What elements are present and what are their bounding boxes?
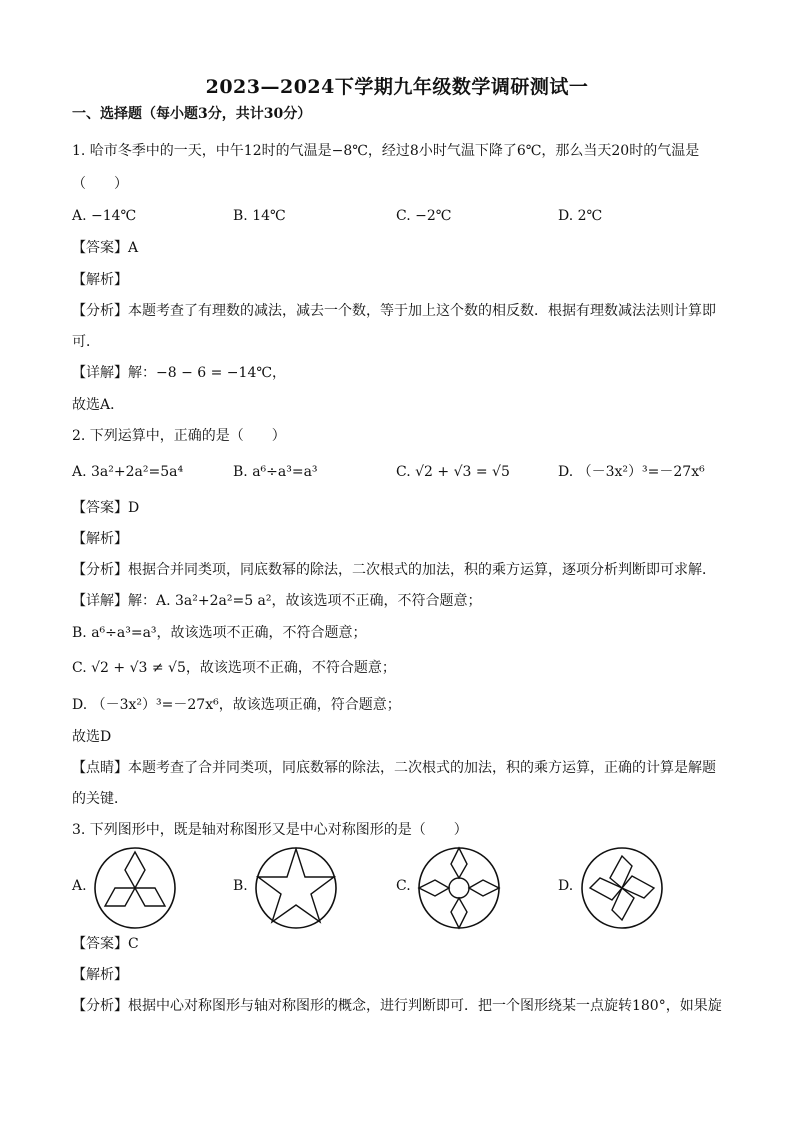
q3-fenxi: 【分析】根据中心对称图形与轴对称图形的概念，进行判断即可．把一个图形绕某一点旋转180°，如果旋 — [72, 998, 722, 1014]
q3-answer: 【答案】C — [72, 936, 139, 952]
q2-b-line: B. a⁶÷a³=a³，故该选项不正确，不符合题意； — [72, 625, 367, 641]
q2-option-b: B. a⁶÷a³=a³ — [233, 464, 318, 480]
figure-d-pinwheel-circle — [580, 846, 664, 930]
q1-analysis-tag: 【解析】 — [72, 272, 128, 288]
q2-d-line: D. （－3x²）³=－27x⁶，故该选项正确，符合题意； — [72, 697, 401, 713]
q3-label-d: D. — [558, 878, 574, 894]
q1-answer: 【答案】A — [72, 240, 139, 256]
q1-conclusion: 故选A． — [72, 397, 125, 413]
figure-a-three-rhombus-circle — [93, 846, 177, 930]
q1-option-c: C. −2℃ — [396, 208, 452, 224]
q2-dianjing: 【点睛】本题考查了合并同类项，同底数幂的除法，二次根式的加法，积的乘方运算，正确的计算是解题 — [72, 760, 716, 776]
figure-b-star-circle — [254, 846, 338, 930]
q3-label-b: B. — [233, 878, 248, 894]
q2-option-c: C. √2 + √3 = √5 — [396, 464, 510, 480]
q2-dianjing-cont: 的关键． — [72, 791, 128, 807]
q2-xiangjie: 【详解】解：A. 3a²+2a²=5 a²，故该选项不正确，不符合题意； — [72, 593, 482, 609]
q1-option-d: D. 2℃ — [558, 208, 603, 224]
question-3-stem: 3. 下列图形中，既是轴对称图形又是中心对称图形的是（ ） — [72, 822, 468, 838]
q2-option-d: D. （－3x²）³=－27x⁶ — [558, 464, 705, 480]
q3-label-a: A. — [72, 878, 87, 894]
section-heading: 一、选择题（每小题3分，共计30分） — [72, 106, 312, 122]
q1-fenxi: 【分析】本题考查了有理数的减法，减去一个数，等于加上这个数的相反数．根据有理数减法法则计算即 — [72, 303, 716, 319]
page-title: 2023—2024下学期九年级数学调研测试一 — [205, 76, 589, 98]
q3-label-c: C. — [396, 878, 411, 894]
q2-option-a: A. 3a²+2a²=5a⁴ — [72, 464, 184, 480]
q2-conclusion: 故选D — [72, 729, 112, 745]
question-1-stem: 1. 哈市冬季中的一天，中午12时的气温是−8℃，经过8小时气温下降了6℃，那么当天20时的气温是 — [72, 143, 700, 159]
q2-fenxi: 【分析】根据合并同类项，同底数幂的除法，二次根式的加法，积的乘方运算，逐项分析判断即可求解． — [72, 562, 716, 578]
figure-c-four-diamond-circle — [417, 846, 501, 930]
q1-fenxi-cont: 可． — [72, 334, 100, 350]
q1-option-b: B. 14℃ — [233, 208, 286, 224]
q3-analysis-tag: 【解析】 — [72, 967, 128, 983]
q1-option-a: A. −14℃ — [72, 208, 137, 224]
q2-answer: 【答案】D — [72, 500, 140, 516]
question-1-blank: （ ） — [72, 176, 128, 192]
question-2-stem: 2. 下列运算中，正确的是（ ） — [72, 428, 286, 444]
q2-analysis-tag: 【解析】 — [72, 531, 128, 547]
q1-xiangjie: 【详解】解：−8 − 6 = −14℃， — [72, 365, 287, 381]
q2-c-line: C. √2 + √3 ≠ √5，故该选项不正确，不符合题意； — [72, 660, 396, 676]
